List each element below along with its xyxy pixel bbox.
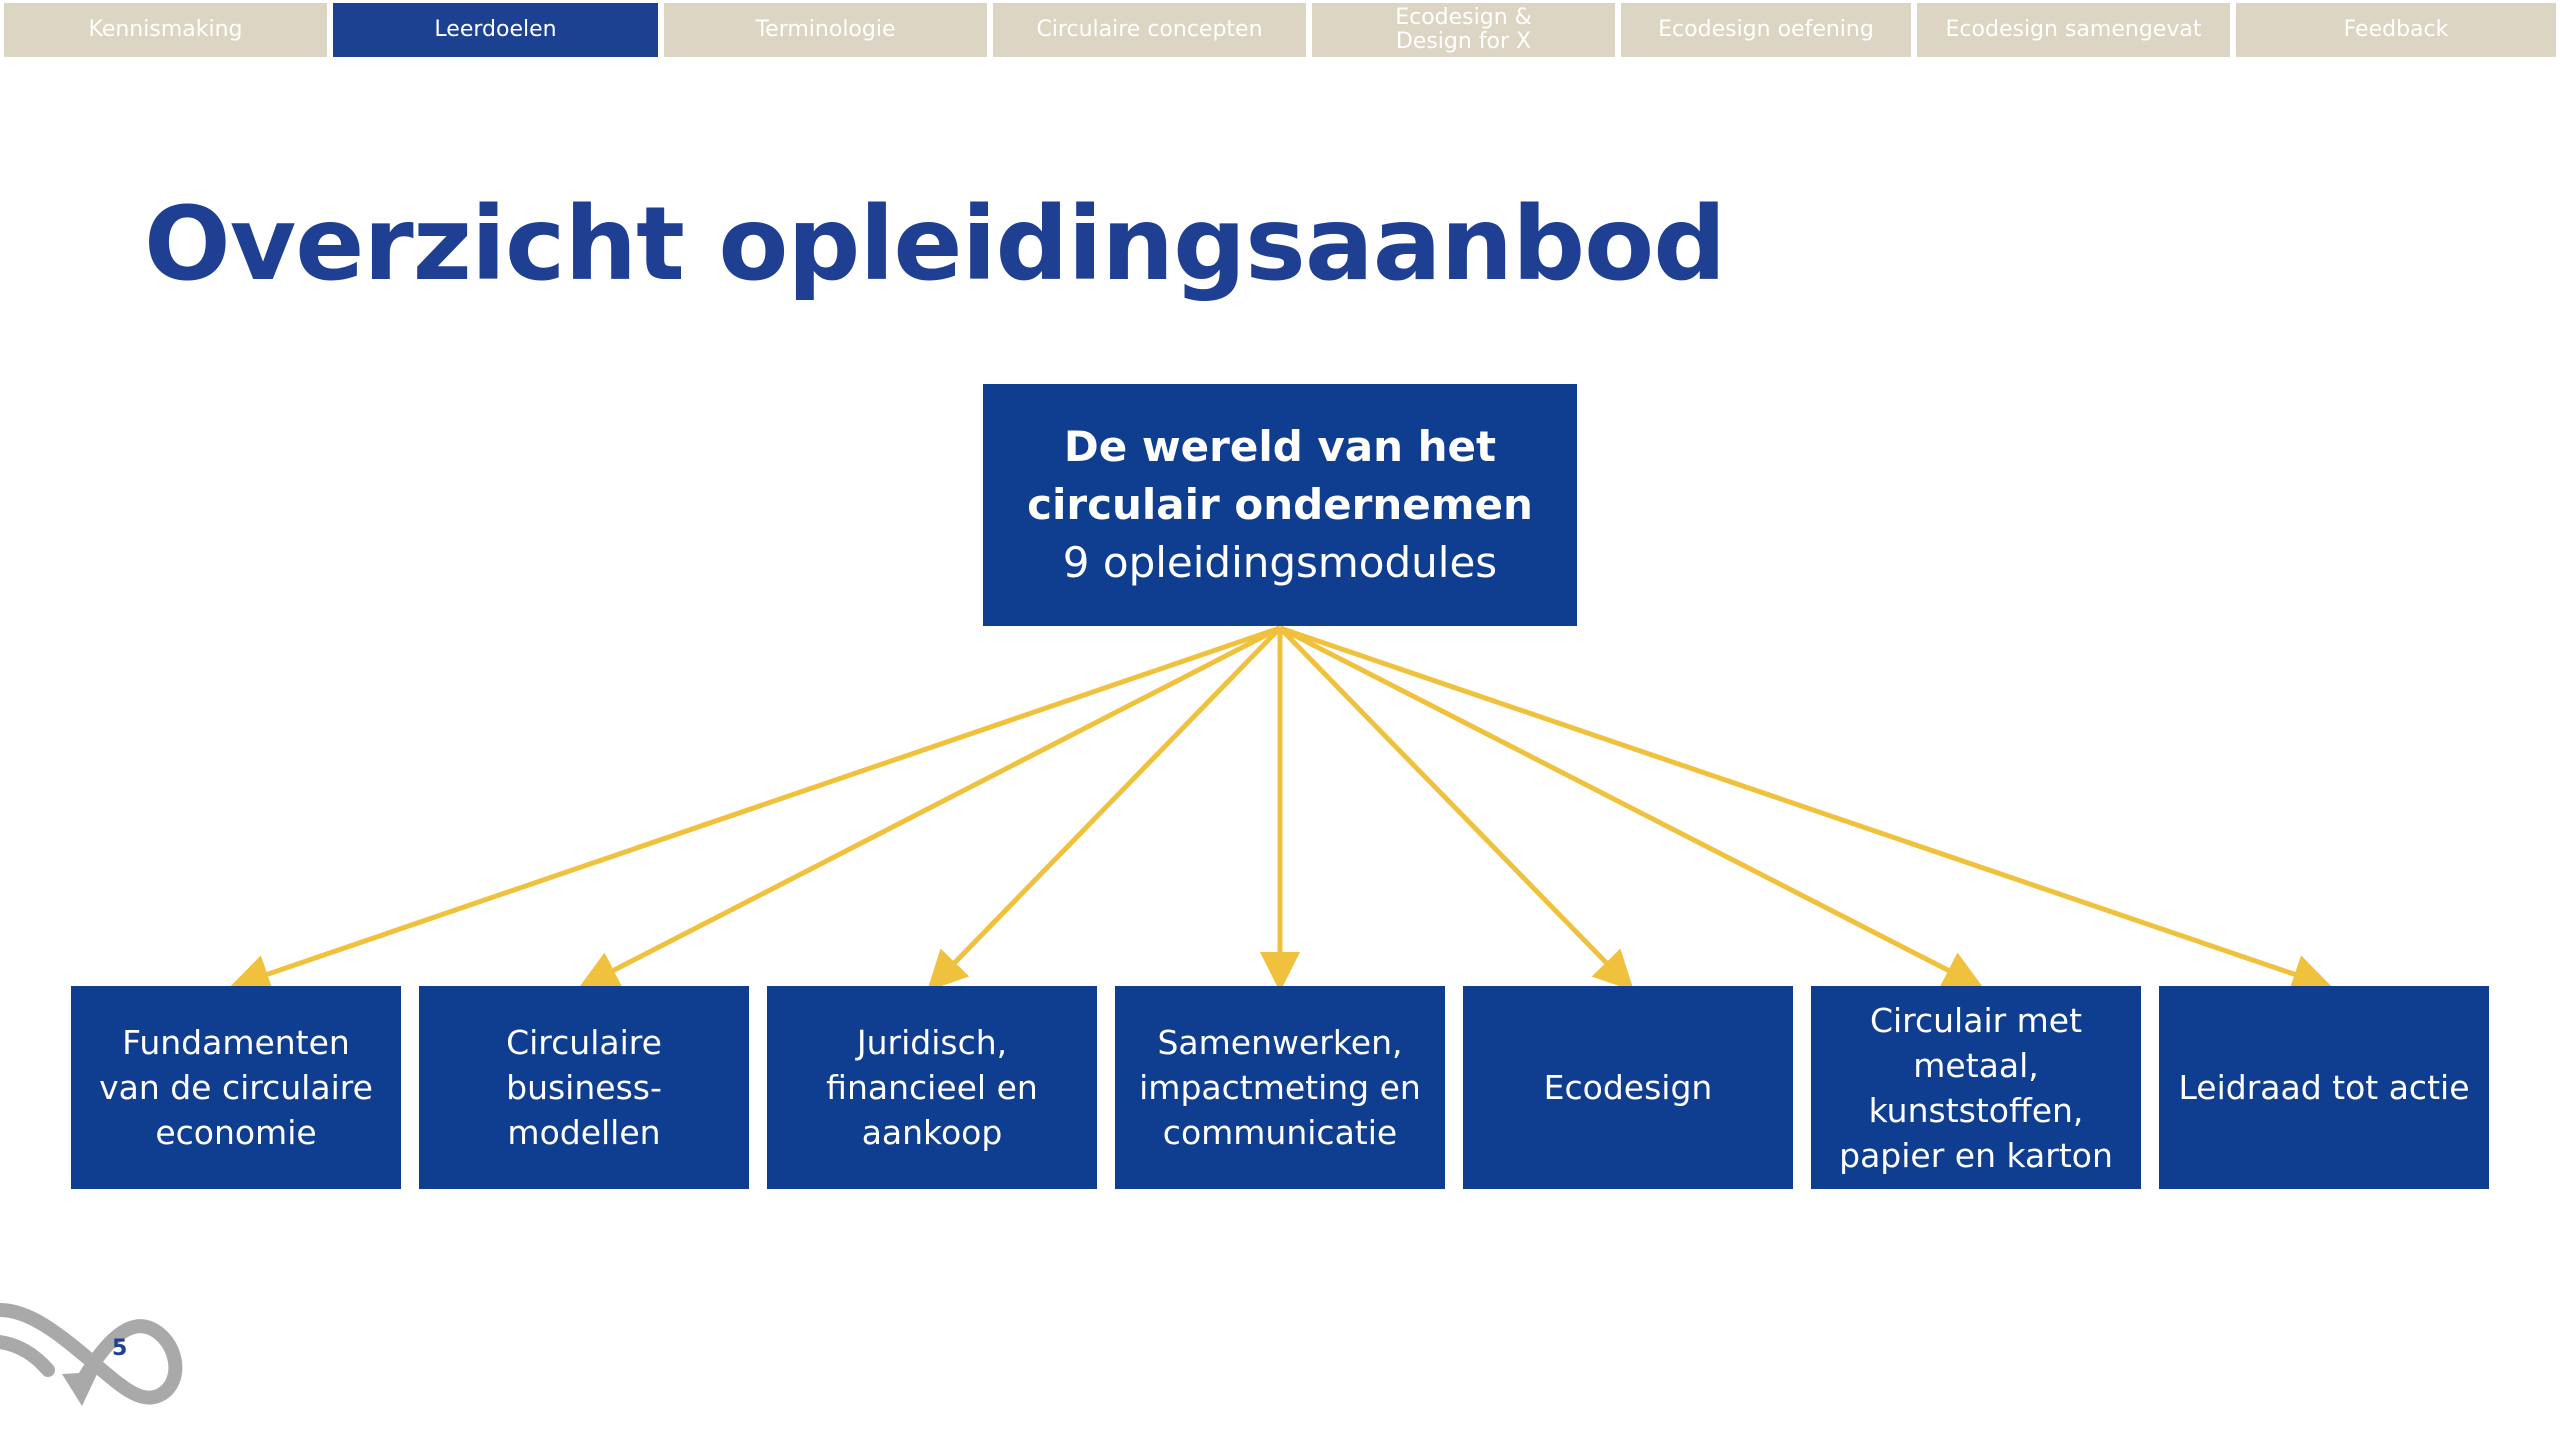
tab-ecodesign-oefening[interactable]: Ecodesign oefening	[1621, 3, 1911, 57]
module-business-modellen: Circulaire business-modellen	[419, 986, 749, 1189]
module-leidraad: Leidraad tot actie	[2159, 986, 2489, 1189]
module-ecodesign: Ecodesign	[1463, 986, 1793, 1189]
page-title: Overzicht opleidingsaanbod	[144, 185, 1726, 304]
module-materialen: Circulair met metaal, kunststoffen, papier en karton	[1811, 986, 2141, 1189]
tab-circulaire-concepten[interactable]: Circulaire concepten	[993, 3, 1306, 57]
page-number: 5	[112, 1336, 128, 1361]
tab-feedback[interactable]: Feedback	[2236, 3, 2556, 57]
hub-box	[983, 384, 1577, 626]
arrow-to-module-3	[934, 628, 1280, 984]
arrow-to-module-1	[239, 628, 1280, 984]
circular-logo-icon	[0, 1290, 190, 1420]
tab-leerdoelen[interactable]: Leerdoelen	[333, 3, 658, 57]
module-juridisch: Juridisch, financieel en aankoop	[767, 986, 1097, 1189]
module-samenwerken: Samenwerken, impactmeting en communicatie	[1115, 986, 1445, 1189]
module-fundamenten: Fundamenten van de circulaire economie	[71, 986, 401, 1189]
hub-subtitle: 9 opleidingsmodules	[1062, 538, 1498, 587]
arrow-to-module-6	[1280, 628, 1975, 984]
arrow-to-module-2	[587, 628, 1280, 984]
hub-title: De wereld van het circulair ondernemen	[1027, 422, 1533, 529]
tab-kennismaking[interactable]: Kennismaking	[4, 3, 327, 57]
tab-ecodesign-design-for-x[interactable]: Ecodesign & Design for X	[1312, 3, 1615, 57]
tab-terminologie[interactable]: Terminologie	[664, 3, 987, 57]
arrow-to-module-7	[1280, 628, 2323, 984]
tab-ecodesign-samengevat[interactable]: Ecodesign samengevat	[1917, 3, 2230, 57]
arrow-to-module-5	[1280, 628, 1627, 984]
